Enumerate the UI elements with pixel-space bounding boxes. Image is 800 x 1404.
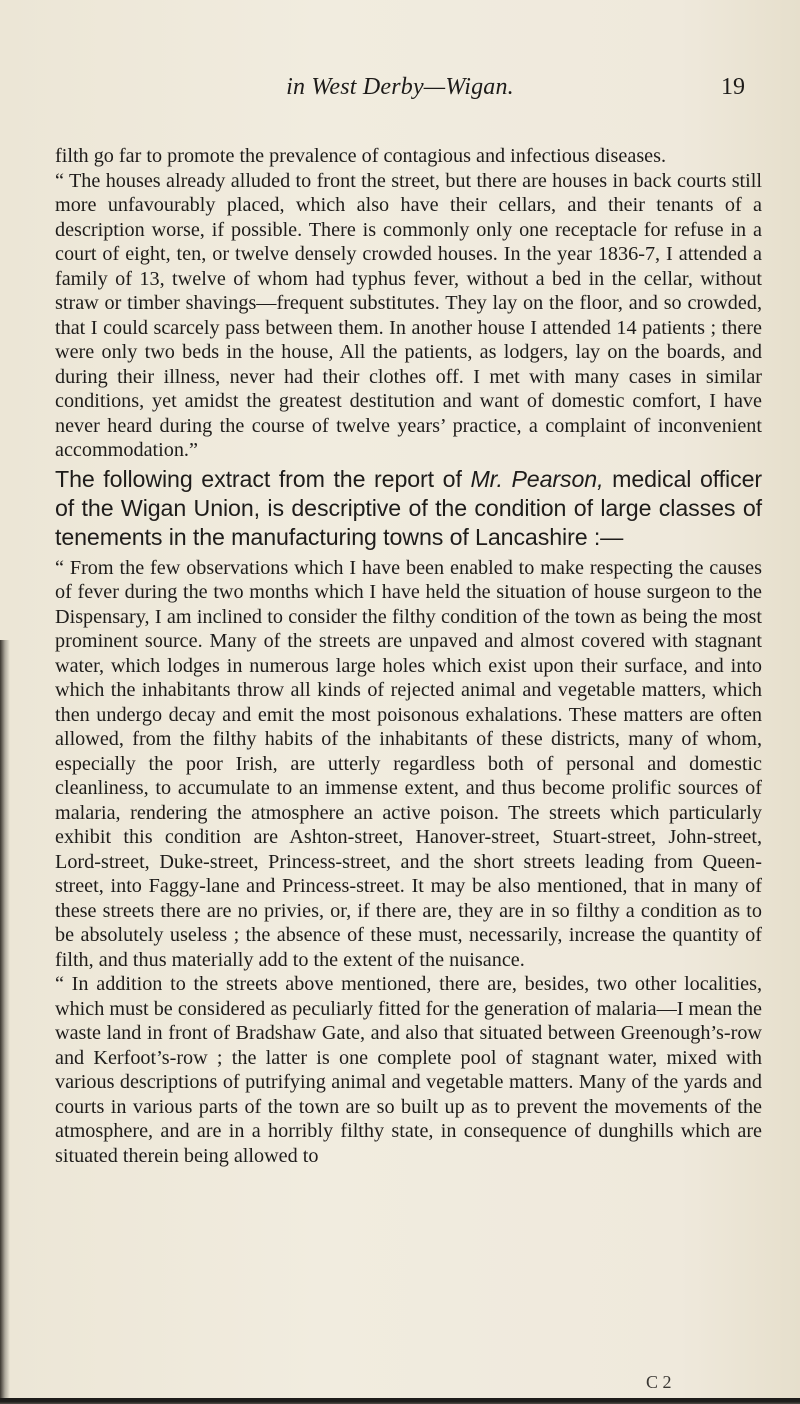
paragraph-1: filth go far to promote the prevalence of contagious and infectious diseases. [55, 145, 667, 167]
page-bottom-edge [0, 1398, 800, 1404]
paragraph-3-before: The following extract from the report of [55, 465, 471, 492]
body-text [55, 144, 762, 1168]
author-name: Mr. Pearson, [470, 465, 604, 492]
binding-shadow [0, 640, 10, 1404]
signature-mark: C 2 [646, 1372, 672, 1392]
page-number: 19 [721, 74, 745, 100]
paragraph-2: “ The houses already alluded to front the street, but there are houses in back courts still more unfavourably placed, which also have their cellars, and their tenants of a description worse, if possible. There is commonly only one receptacle for refuse in a court of eight, ten, or twelve densely crowded houses. In the year 1836-7, I attended a family of 13, twelve of whom had typhus fever, without a bed in the cellar, without straw or timber shavings—frequent substitutes. They lay on the floor, and so crowded, that I could scarcely pass between them. In another house I attended 14 patients ; there were only two beds in the house, All the patients, as lodgers, lay on the boards, and during their illness, never had their clothes off. I met with many cases in similar conditions, yet amidst the greatest destitution and want of domestic comfort, I have never heard during the course of twelve years’ practice, a complaint of inconvenient accommodation.” [55, 169, 762, 461]
paragraph-3-after: medical officer of the Wigan Union, is descriptive of the condition of large classes of tenements in the manufacturing towns of Lancashire :— [55, 465, 762, 550]
page-header [0, 74, 800, 108]
paragraph-3 [55, 465, 762, 552]
running-head: in West Derby—Wigan. [286, 74, 514, 100]
paragraph-4: “ From the few observations which I have been enabled to make respecting the causes of fever during the two months which I have held the situation of house surgeon to the Dispensary, I am inclined to consider the filthy condition of the town as being the most prominent source. Many of the streets are unpaved and almost covered with stagnant water, which lodges in numerous large holes which exist upon their surface, and into which the inhabitants throw all kinds of rejected animal and vegetable matters, which then undergo decay and emit the most poisonous exhalations. These matters are often allowed, from the filthy habits of the inhabitants of these districts, many of whom, especially the poor Irish, are utterly regardless both of personal and domestic cleanliness, to accumulate to an immense extent, and thus become prolific sources of malaria, rendering the atmosphere an active poison. The streets which particularly exhibit this condition are Ashton-street, Hanover-street, Stuart-street, John-street, Lord-street, Duke-street, Princess-street, and the short streets leading from Queen-street, into Faggy-lane and Princess-street. It may be also mentioned, that in many of these streets there are no privies, or, if there are, they are in so filthy a condition as to be absolutely useless ; the absence of these must, necessarily, increase the quantity of filth, and thus materially add to the extent of the nuisance. [55, 556, 762, 971]
paragraph-5: “ In addition to the streets above mentioned, there are, besides, two other localities, which must be considered as peculiarly fitted for the generation of malaria—I mean the waste land in front of Bradshaw Gate, and also that situated between Greenough’s-row and Kerfoot’s-row ; the latter is one complete pool of stagnant water, mixed with various descriptions of putrifying animal and vegetable matters. Many of the yards and courts in various parts of the town are so built up as to prevent the movements of the atmosphere, and are in a horribly filthy state, in consequence of dunghills which are situated therein being allowed to [55, 973, 762, 1167]
